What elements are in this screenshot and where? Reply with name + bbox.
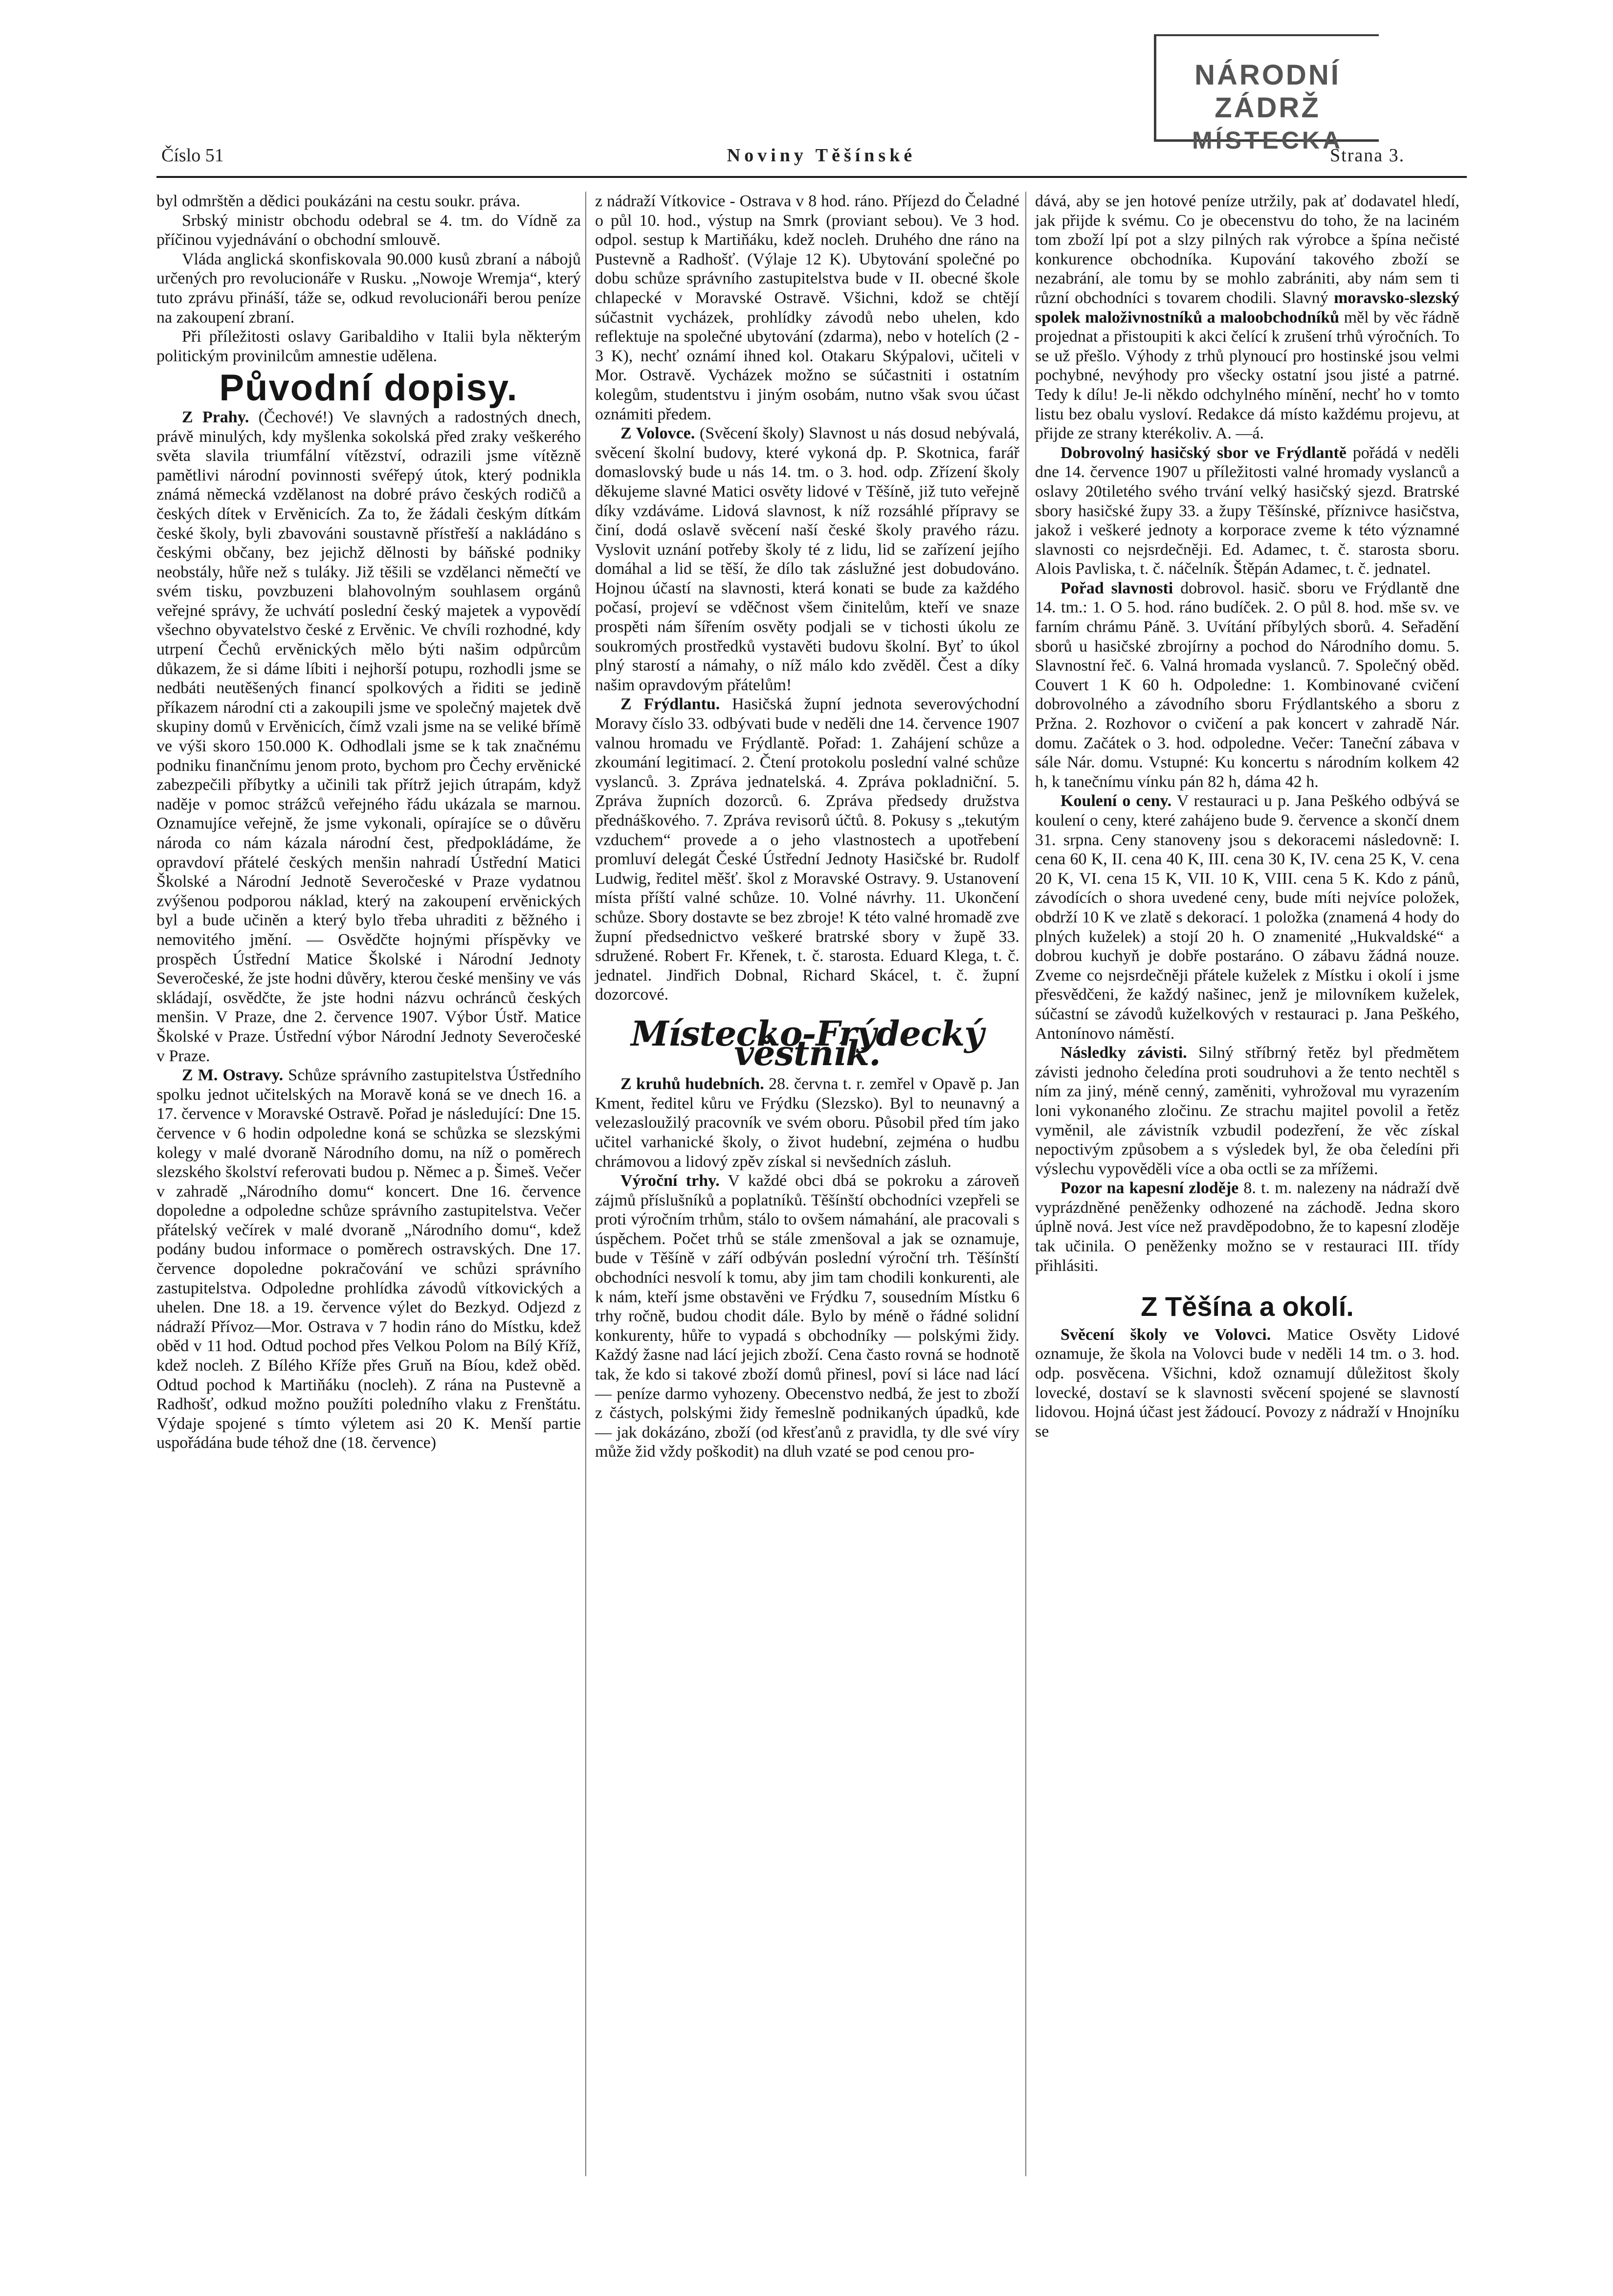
article-text: (Čechové!) Ve slavných a radostných dnech, právě minulých, kdy myšlenka sokolská před zraky veškerého světa slavila triumfální vítězství, odrazili jsme vítězně pamětlivi národní povinnosti svéřepý útok, který podnikla známá německá vzdělanost na dobré právo českých rodičů a českých dítek v Ervěnicích. Za to, že žádali českým dítkám české školy, byli zbavováni soustavně přístřeší a nakládáno s českými občany, bez jejichž dělnosti by báňské podniky neobstály, hůře než s tuláky. Již těšili se vzdělanci němečtí ve svém tisku, povzbuzeni blahovolným souhlasem orgánů veřejné správy, že uchvátí poslední český majetek a vypovědí všechno obyvatelstvo české z Ervěnic. Ve chvíli rozhodné, kdy utrpení Čechů ervěnických mělo býti našim odpůrcům důkazem, že si dáme líbiti i nejhorší potupu, rozhodli jsme se nedbáti neutěšených financí spolkových a řiditi se jedině příkazem národní cti a zakoupili jsme ve společný majetek dvě skupiny domů v Ervěnicích, čímž vzali jsme na se veliké břímě ve výši skoro 150.000 K. Odhodlali jsme se k tak značnému podniku finančnímu jenom proto, bychom pro Čechy ervěnické zabezpečili příbytky a učinili tak přítrž jejich útrapám, když naděje v pomoc strážců veřejného řádu ukázala se marnou. Oznamujíce veřejně, že jsme vykonali, opírajíce se o důvěru národa co nám kázala národní čest, předpokládáme, že opravdoví přátelé českých menšin nahradí Ústřední Matici Školské a Národní Jednotě Severočeské v Praze vydatnou zvýšenou podporou náklad, který na zakoupení ervěnických byl a bude učiněn a který bylo třeba uhraditi z běžného i nemovitého jmění. — Osvědčte hojnými příspěvky ve prospěch Ústřední Matice Školské i Národní Jednoty Severočeské, že jste hodni důvěry, kterou české menšiny ve vás skládají, osvědčte, že jste hodni názvu ochránců českých menšin. V Praze, dne 2. července 1907. Výbor Ústř. Matice Školské v Praze. Ústřední výbor Národní Jednoty Severočeské v Praze. [156, 408, 581, 1065]
column-2 [595, 192, 1019, 1462]
dateline: Svěcení školy ve Volovci. [1061, 1325, 1271, 1344]
article-paragraph [1035, 192, 1459, 443]
article-paragraph [1035, 1043, 1459, 1179]
article-text: 8. t. m. nalezeny na nádraží dvě vyprázdněné peněženky odhozené na záchodě. Jedna skoro úplně nová. Jest více než pravděpodobno, že to kapesní zloděje tak učinila. O peněženky možno se v restauraci III. třídy přihlásiti. [1035, 1179, 1459, 1275]
article-paragraph [595, 695, 1019, 1005]
dateline: Z kruhů hudebních. [620, 1075, 764, 1093]
column-divider [585, 192, 586, 2176]
column-1 [156, 192, 581, 1453]
article-text: dává, aby se jen hotové peníze utržily, pak ať dodavatel hledí, jak přijde k svému. Co je obecenstvu do toho, že na laciném tom zboží lpí pot a slzy pilných rak výrobce a špína nečisté konkurence obchodníka. Kupování takového zboží se nezabrání, ale tomu by se mohlo zabrániti, aby nám sem ti různí obchodníci s tovarem chodili. Slavný [1035, 192, 1459, 307]
dateline: Výroční trhy. [620, 1172, 720, 1190]
library-stamp [1154, 34, 1379, 154]
article-paragraph [1035, 579, 1459, 792]
article-paragraph: Při příležitosti oslavy Garibaldiho v Italii byla některým politickým provinilcům amnestie udělena. [156, 328, 581, 365]
article-paragraph: Srbský ministr obchodu odebral se 4. tm. do Vídně za příčinou vyjednávání o obchodní smlouvě. [156, 211, 581, 249]
page-number: Strana 3. [1330, 145, 1405, 166]
article-text: (Svěcení školy) Slavnost u nás dosud nebývalá, svěcení školní budovy, které vykoná dp. P. Skotnica, farář domaslovský bude u nás 14. tm. o 3. hod. odp. Zřízení školy děkujeme slavné Matici osvěty lidové v Těšíně, již tuto veřejně díky vzdáváme. Lidová slavnost, k níž rozsáhlé přípravy se činí, dodá oslavě svěcení naší české školy pravého rázu. Vyslovit uznání potřeby školy té z lidu, lid se zařízení jejího domáhal a lid se těší, že dílo tak záslužné jest dobudováno. Hojnou účastí na slavnosti, která konati se bude za každého počasí, projeví se vděčnost všem činitelům, kteří ve snaze prospěti nám šířením osvěty podjali se v tichosti úkolu ze soukromých prostředků vystavěti budovu školní. Byť to úkol plný starostí a námahy, o níž málo kdo zvěděl. Čest a díky našim opravdovým přátelům! [595, 424, 1020, 694]
article-paragraph [595, 424, 1019, 695]
article-text: pořádá v neděli dne 14. července 1907 u příležitosti valné hromady vyslanců a oslavy 20tiletého svého trvání velký hasičský sjezd. Bratrské sbory hasičské župy 33. a župy Těšínské, příznivce hasičstva, jakož i veškeré jednoty a korporace zveme k této významné slavnosti co nejsrdečněji. Ed. Adamec, t. č. starosta sboru. Alois Pavliska, t. č. náčelník. Štěpán Adamec, t. č. jednatel. [1035, 443, 1460, 578]
article-paragraph [595, 1074, 1019, 1171]
article-text: 28. června t. r. zemřel v Opavě p. Jan Kment, ředitel kůru ve Frýdku (Slezsko). Byl to neunavný a velezasloužilý pracovník ve svém oboru. Působil před tím jako učitel varhanické školy, o život hudební, zejména o hudbu chrámovou a lidový zpěv získal si nevšedních zásluh. [595, 1075, 1019, 1171]
stamp-line1: NÁRODNÍ ZÁDRŽ [1194, 59, 1341, 124]
article-text: Silný stříbrný řetěz byl předmětem závisti jednoho čeledína proti soudruhovi a že tento nechtěl s ním za jiný, méně cenný, zaměniti, vyhrožoval mu vyrazením loni vykonaného zločinu. Ze strachu majitel povolil a řetěz vyměnil, ale závistník vzbudil podezření, že věc získal nepoctivým způsobem a s výsledek byl, že oba čeledíni při výslechu vypověděli více a oba octli se za mřížemi. [1035, 1044, 1459, 1178]
dateline: Z Prahy. [182, 408, 249, 426]
dateline: Z M. Ostravy. [182, 1066, 284, 1085]
article-text: V každé obci dbá se pokroku a zároveň zájmů příslušníků a poplatníků. Těšínští obchodníci vzepřeli se proti výročním trhům, stálo to ovšem námahání, ale pracovali s úspěchem. Počet trhů se stále zmenšoval a jak se oznamuje, bude v Těšíně v září odbýván poslední výroční trh. Těšínští obchodníci nesvolí k tomu, aby jim tam chodili konkurenti, ale k nám, kteří jsme obstavěni ve Frýdku 7, sousedním Místku 6 trhy ročně, budou chodit dále. Bylo by méně o řádné solidní konkurenty, hůře to vypadá s obchodníky — polskými židy. Každý žasne nad lácí jejich zboží. Cena často rovná se hodnotě tak, že kdo si takové zboží domů přinesl, poví si láce nad lácí — peníze darmo vyhozeny. Obecenstvo nedbá, že jest to zboží z částych, polskými židy řemeslně podnikaných úpadků, kde — jak dokázáno, zboží (od křesťanů z pravidla, ty dle své víry může žid vždy poškodit) na dluh vzaté se pod cenou pro- [595, 1172, 1019, 1461]
article-paragraph: z nádraží Vítkovice - Ostrava v 8 hod. ráno. Příjezd do Čeladné o půl 10. hod., výstup na Smrk (proviant sebou). Ve 3 hod. odpol. sestup k Martiňáku, kdež nocleh. Druhého dne ráno na Pustevně a Radhošť. (Výlaje 12 K). Ubytování společné po dobu schůze správního zastupitelstva bude v II. obecné škole chlapecké v Moravské Ostravě. Všichni, kdož se chtějí súčastnit vycházek, prohlídky závodů nebo uhelen, kdo reflektuje na společné ubytování (zdarma), nebo v hotelích (2 - 3 K), nechť oznámí ihned kol. Otakaru Skýpalovi, učiteli v Mor. Ostravě. Vycházek možno se súčastniti i ostatním kolegům, studentstvu i jiným osobám, nutno však svou účast oznámiti předem. [595, 192, 1019, 423]
article-paragraph [595, 1171, 1019, 1462]
article-paragraph: Vláda anglická skonfiskovala 90.000 kusů zbraní a nábojů určených pro revolucionáře v Rusku. „Nowoje Wremja“, který tuto zprávu přináší, táže se, odkud revolucionáři berou peníze na zakoupení zbraní. [156, 250, 581, 327]
paper-title: Noviny Těšínské [727, 145, 916, 166]
section-heading: Z Těšína a okolí. [1141, 1291, 1354, 1322]
article-paragraph [1035, 1325, 1459, 1442]
article-paragraph [156, 1066, 581, 1453]
article-paragraph: byl odmrštěn a dědici poukázáni na cestu soukr. práva. [156, 192, 520, 210]
article-text: V restauraci u p. Jana Peškého odbývá se koulení o ceny, které zahájeno bude 9. července a skončí dnem 31. srpna. Ceny stanoveny jsou s dekoracemi následovně: I. cena 60 K, II. cena 40 K, III. cena 30 K, IV. cena 25 K, V. cena 20 K, VI. cena 15 K, VII. 10 K, VIII. cena 5 K. Kdo z pánů, závodících o shora uvedené ceny, bude míti nejvíce položek, obdrží 10 K ve zlatě s dekorací. 1 položka (znamená 4 hody do plných kuželek) a stojí 20 h. O znamenité „Hukvaldské“ a dobrou kuchyň je dobře postaráno. O zábavu žádná nouze. Zveme co nejsrdečněji přátele kuželek z Místku i okolí i jsme přesvědčeni, že každý našinec, jenž je milovníkem kuželek, súčastní se závodů kuželkových v restauraci p. Jana Peškého, Antonínovo náměstí. [1035, 792, 1459, 1043]
article-text: dobrovol. hasič. sboru ve Frýdlantě dne 14. tm.: 1. O 5. hod. ráno budíček. 2. O půl 8. hod. mše sv. ve farním chrámu Páně. 3. Uvítání příbylých sborů. 4. Seřadění sborů u hasičské zbrojírny a pochod do Národního domu. 5. Slavnostní řeč. 6. Valná hromada vyslanců. 7. Společný oběd. Couvert 1 K 60 h. Odpoledne: 1. Kombinované cvičení dobrovolného a závodního sboru Frýdlantského a sboru z Pržna. 2. Rozhovor o cvičení a pak koncert v zahradě Nár. domu. Začátek o 3. hod. odpoledne. Večer: Taneční zábava v sále Nár. domu. Vstupné: Ku koncertu s národním kolkem 42 h, k tanečnímu vínku pán 82 h, dáma 42 h. [1035, 579, 1460, 791]
dateline: Z Frýdlantu. [620, 695, 720, 714]
section-heading: Místecko-Frýdecký věstník. [631, 1013, 984, 1073]
article-paragraph [156, 408, 581, 1066]
article-paragraph [1035, 443, 1459, 579]
article-paragraph [1035, 791, 1459, 1043]
dateline: Následky závisti. [1061, 1044, 1187, 1062]
column-divider [1025, 192, 1026, 2176]
column-3 [1035, 192, 1459, 1441]
article-text: Matice Osvěty Lidové oznamuje, že škola na Volovci bude v neděli 14 tm. o 3. hod. odp. posvěcena. Všichni, kdož oznamují důležitost školy lovecké, dostaví se k slavnosti svěcení spojené se slavností lidovou. Hojná účast jest žádoucí. Povozy z nádraží v Hnojníku se [1035, 1325, 1459, 1441]
dateline: Pozor na kapesní zloděje [1061, 1179, 1239, 1198]
header-rule [156, 176, 1467, 178]
article-text: Schůze správního zastupitelstva Ústředního spolku jednot učitelských na Moravě koná se ve dnech 16. a 17. července v Moravské Ostravě. Pořad je následující: Dne 15. července v 6 hodin odpoledne koná se schůzka se slezskými kolegy v malé dvoraně Národního domu, na níž o poměrech slezského školství referovati budou p. Němec a p. Šimeš. Večer v zahradě „Národního domu“ koncert. Dne 16. července dopoledne a odpoledne schůze správního zastupitelstva. Večer přátelský večírek v malé dvoraně „Národního domu“, kdež podány budou informace o poměrech ostravských. Dne 17. července dopoledne pokračování ve schůzi správního zastupitelstva. Odpoledne prohlídka závodů vítkovických a uhelen. Dne 18. a 19. července výlet do Bezkyd. Odjezd z nádraží Přívoz—Mor. Ostrava v 7 hodin ráno do Místku, kdež oběd v 11 hod. Odtud pochod přes Velkou Polom na Bílý Kříž, kdež nocleh. Z Bílého Kříže přes Gruň na Bíou, kdež oběd. Odtud pochod k Martiňáku (nocleh). Z rána na Pustevně a Radhošť, odkud možno použíti poledního vlaku z Frenštátu. Výdaje spojené s tímto výletem asi 20 K. Menší partie uspořádána bude téhož dne (18. července) [156, 1066, 581, 1452]
article-paragraph [1035, 1179, 1459, 1275]
issue-number: Číslo 51 [161, 145, 224, 166]
dateline: Dobrovolný hasičský sbor ve Frýdlantě [1061, 443, 1347, 462]
dateline: Z Volovce. [620, 424, 695, 443]
emphasis: moravsko-slezský spolek maloživnostníků a maloobchodníků [1035, 288, 1459, 327]
article-text: měl by věc řádně projednat a přistoupiti k akci čelící k zrušení trhů výročních. To se už přešlo. Výhody z trhů plynoucí pro hostinské jsou velmi pochybné, nevýhody pro všecky ostatní jsou jisté a patrné. Tedy k dílu! Je-li někdo odchylného mínění, nechť ho v tomto listu bez obalu vysloví. Redakce dá místo každému projevu, at přijde ze strany kterékoliv. A. —á. [1035, 308, 1460, 443]
stamp-line2: MÍSTECKA [1192, 127, 1344, 154]
article-text: Hasičská župní jednota severovýchodní Moravy číslo 33. odbývati bude v neděli dne 14. července 1907 valnou hromadu ve Frýdlantě. Pořad: 1. Zahájení schůze a zkoumání legitimací. 2. Čtení protokolu poslední valné schůze vyslanců. 3. Zpráva jednatelská. 4. Zpráva pokladniční. 5. Zpráva župních dozorců. 6. Zpráva předsedy družstva přednáškového. 7. Zpráva revisorů účtů. 8. Pokusy s „tekutým vzduchem“ provede a o jeho vlastnostech a upotřebení promluví delegát České Ústřední Jednoty Hasičské br. Rudolf Ludwig, ředitel měšť. škol z Moravské Ostravy. 9. Ustanovení místa příští valné schůze. 10. Volné návrhy. 11. Ukončení schůze. Sbory dostavte se bez zbroje! K této valné hromadě zve župní předsednictvo veškeré bratrské sbory v župě 33. sdružené. Robert Fr. Křenek, t. č. starosta. Eduard Klega, t. č. jednatel. Jindřich Dobnal, Richard Skácel, t. č. župní dozorcové. [595, 695, 1019, 1004]
dateline: Pořad slavnosti [1061, 579, 1173, 597]
section-heading: Původní dopisy. [219, 367, 518, 409]
dateline: Koulení o ceny. [1061, 792, 1172, 810]
